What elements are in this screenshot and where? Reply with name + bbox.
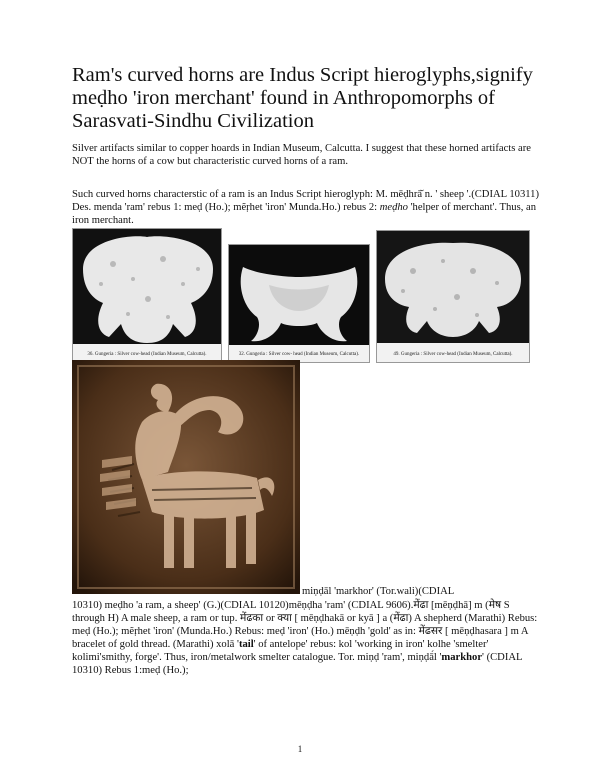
figure-silver-cow-head-2 xyxy=(228,244,370,363)
horns-text-b: 'helper of merchant'. Thus, an iron merchant. xyxy=(72,202,537,226)
silver-head-image-1 xyxy=(73,229,221,362)
page-title: Ram's curved horns are Indus Script hieroglyphs,signify meḍho 'iron merchant' found in Anthropomorphs of Sarasvati-Sindhu Civilization xyxy=(72,64,533,132)
figure-caption-3: 49. Gungeria : Silver cow-head (Indian Museum, Calcutta). xyxy=(393,352,513,357)
figure-silver-cow-head-1 xyxy=(72,228,222,363)
silver-head-image-2 xyxy=(229,245,369,362)
etymology-text-c: ' of antelope' rebus: kol 'working in iron' kolhe 'smelter' kolimi'smithy, forge'. Thus, iron/metalwork smelter catalogue. Tor. miṇḍ 'ram', miṇḍā́l ' xyxy=(72,639,489,663)
figure-caption-1: 36. Gungeria : Silver cow-head (Indian Museum, Calcutta). xyxy=(87,352,207,357)
silver-head-image-3 xyxy=(377,231,529,362)
horns-paragraph xyxy=(72,188,542,227)
page-number: 1 xyxy=(297,744,303,754)
markhor-term: markhor xyxy=(441,652,483,663)
intro-paragraph: Silver artifacts similar to copper hoards in Indian Museum, Calcutta. I suggest that these horned artifacts are NOT the horns of a cow but characteristic curved horns of a ram. xyxy=(72,143,531,167)
horns-text-a: Such curved horns characterstic of a ram is an Indus Script hieroglyph: M. mēḍhrā̆ n. ' sheep '.(CDIAL 10311) Des. menda 'ram' rebus 1: meḍ (Ho.); mẽṛhet 'iron' Munda.Ho.) rebus 2: xyxy=(72,189,539,213)
etymology-text-d: ' (CDIAL 10310) Rebus 1:meḍ (Ho.); xyxy=(72,652,523,676)
etymology-paragraph xyxy=(72,599,542,677)
indus-seal-image xyxy=(72,360,300,594)
seal-ram-glyph xyxy=(72,360,300,594)
medho-term: meḍho xyxy=(379,202,408,213)
tail-term: tail xyxy=(238,639,254,650)
etymology-text-a: 10310) meḍho 'a ram, a sheep' (G.)(CDIAL 10120)mēṇḍha 'ram' (CDIAL 9606).मेंढा [mēṇḍhā] m (मेष S through H) A male sheep, a ram or tup. मेंढका or क्या [ mēṇḍhakā or kyā ] a (मेंढा) A shepherd (Marathi) Rebus: meḍ (Ho.); mẽṛhet 'iron' (Munda.Ho.) Rebus: meḍ 'iron' (Ho.) mēṇḍh 'gold' as in: मेंढसर [ mēṇḍhasara ] m A bracelet of gold thread. (Marathi) xolā ' xyxy=(72,600,538,650)
figure-caption-2: 32. Gungeria : Silver cow- head (Indian Museum, Calcutta). xyxy=(238,352,360,357)
seal-caption: miṇḍāl 'markhor' (Tor.wali)(CDIAL xyxy=(302,586,455,597)
figure-silver-cow-head-3 xyxy=(376,230,530,363)
figure-row xyxy=(72,228,528,363)
